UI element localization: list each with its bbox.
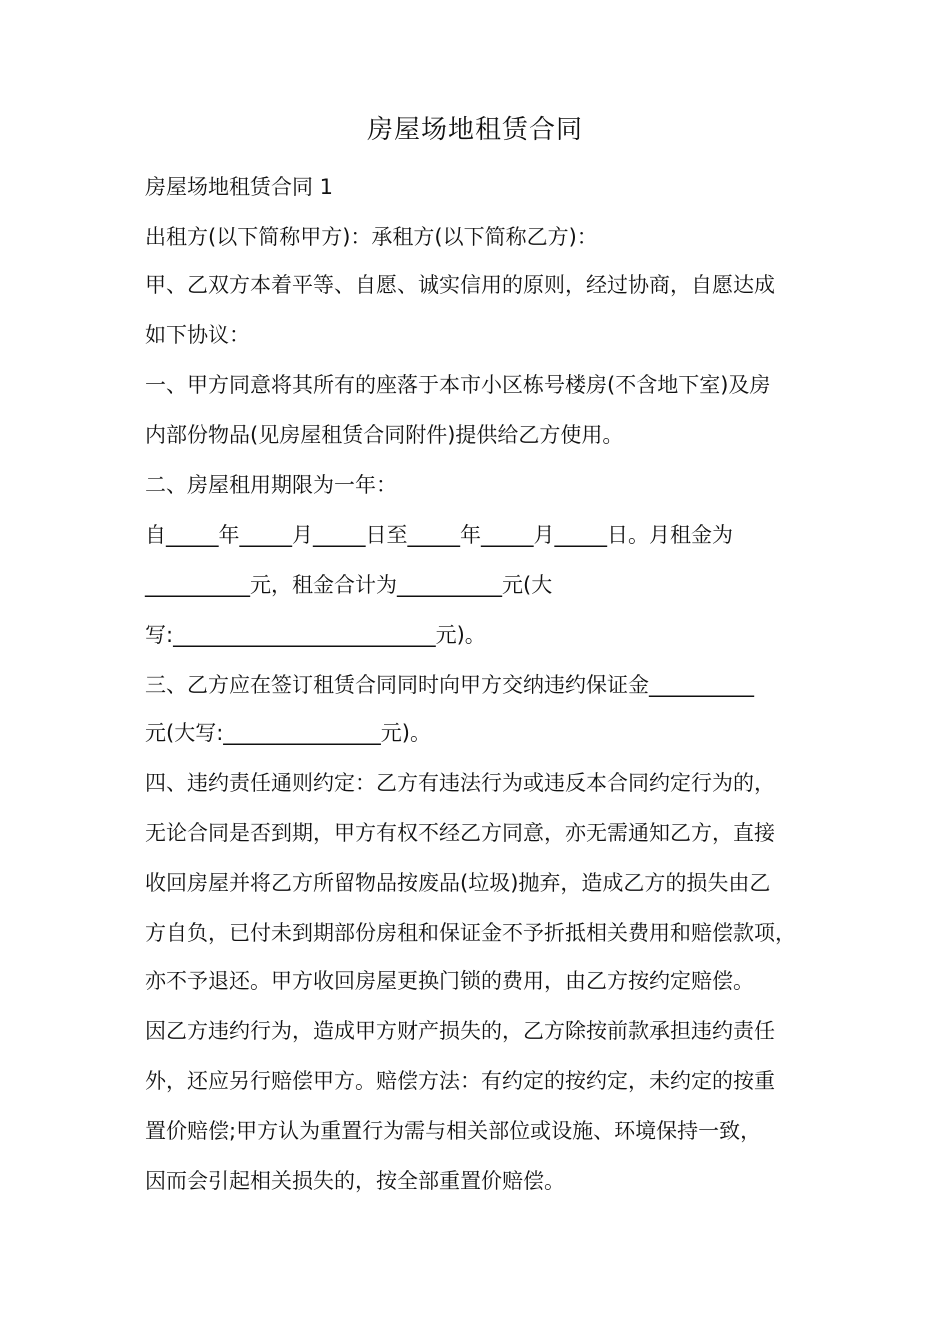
text-line: 写:_________________________元)。 xyxy=(145,623,486,647)
text-line: 亦不予退还。甲方收回房屋更换门锁的费用，由乙方按约定赔偿。 xyxy=(145,969,754,993)
text-line: 因而会引起相关损失的，按全部重置价赔偿。 xyxy=(145,1169,565,1193)
text-line: 内部份物品(见房屋租赁合同附件)提供给乙方使用。 xyxy=(145,423,624,447)
text-line: 方自负，已付未到期部份房租和保证金不予折抵相关费用和赔偿款项， xyxy=(145,921,796,945)
text-line: 如下协议： xyxy=(145,323,250,347)
text-line: 无论合同是否到期，甲方有权不经乙方同意，亦无需通知乙方，直接 xyxy=(145,821,775,845)
text-line: 置价赔偿;甲方认为重置行为需与相关部位或设施、环境保持一致， xyxy=(145,1119,762,1143)
text-line: 甲、乙双方本着平等、自愿、诚实信用的原则，经过协商，自愿达成 xyxy=(145,273,775,297)
text-line: 自_____年_____月_____日至_____年_____月_____日。月租金为 xyxy=(145,523,733,547)
text-line: 房屋场地租赁合同 1 xyxy=(145,175,334,199)
text-line: 二、房屋租用期限为一年： xyxy=(145,473,397,497)
text-line: 元(大写:_______________元)。 xyxy=(145,721,431,745)
text-line: 因乙方违约行为，造成甲方财产损失的，乙方除按前款承担违约责任 xyxy=(145,1019,775,1043)
text-line: 出租方(以下简称甲方)：承租方(以下简称乙方)： xyxy=(145,225,598,249)
text-line: 三、乙方应在签订租赁合同同时向甲方交纳违约保证金__________ xyxy=(145,673,754,697)
document-title: 房屋场地租赁合同 xyxy=(366,115,583,145)
text-line: 一、甲方同意将其所有的座落于本市小区栋号楼房(不含地下室)及房 xyxy=(145,373,771,397)
text-line: __________元，租金合计为__________元(大 xyxy=(145,573,553,597)
text-line: 四、违约责任通则约定：乙方有违法行为或违反本合同约定行为的， xyxy=(145,771,775,795)
text-line: 外，还应另行赔偿甲方。赔偿方法：有约定的按约定，未约定的按重 xyxy=(145,1069,775,1093)
text-line: 收回房屋并将乙方所留物品按废品(垃圾)抛弃，造成乙方的损失由乙 xyxy=(145,871,771,895)
